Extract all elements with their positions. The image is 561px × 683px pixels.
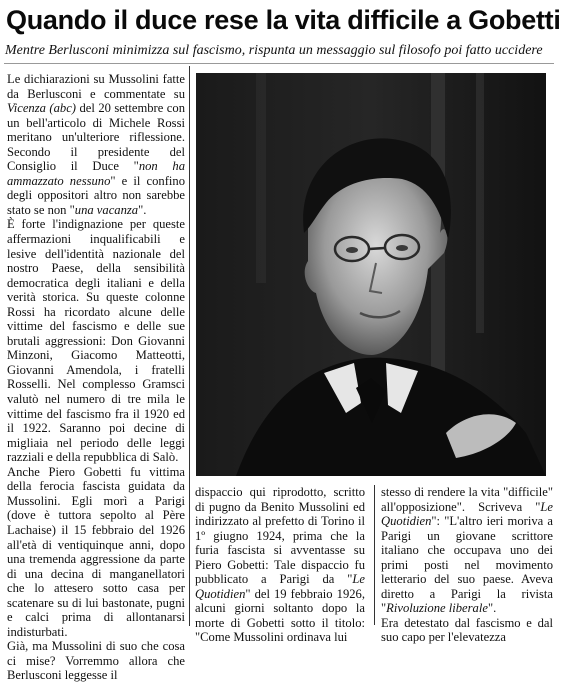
- paragraph-2: È forte l'indignazione per queste affermazioni inqualificabili e lesive dell'identità nazionale del nostro Paese, della sensibilità democratica degli italiani e della verità storica. Su queste colonne Rossi ha ricordato alcune delle vittime del fascismo e delle sue brutali aggressioni: Don Giovanni Minzoni, Giacomo Matteotti, Giovanni Amendola, i fratelli Rosselli. Nel complesso Gramsci valutò nel numero di tre mila le vittime del fascismo fra il 1920 ed il 1922. Saranno poi decine di migliaia nel periodo delle leggi razziali e della repubblica di Salò.: [7, 217, 185, 465]
- article-column-2: [195, 485, 365, 645]
- column-3-paragraph-2: Era detestato dal fascismo e dal suo capo per l'elevatezza: [381, 615, 553, 645]
- column-3-text: stesso di rendere la vita "difficile" all'opposizione". Scriveva "Le Quotidien": "L'altro ieri moriva a Parigi un giovane scrittore italiano che occupava uno dei primi posti nel movimento letterario del suo paese. Aveva diretto a Parigi la rivista "Rivoluzione liberale".: [381, 485, 553, 616]
- article-column-3: [381, 485, 553, 645]
- paragraph-4: Già, ma Mussolini di suo che cosa ci mise? Vorremmo allora che Berlusconi leggesse il: [7, 639, 185, 683]
- article-headline: Quando il duce rese la vita difficile a Gobetti: [6, 5, 561, 35]
- gobetti-portrait-photo: [196, 73, 546, 476]
- header-divider: [4, 63, 554, 64]
- paragraph-1: Le dichiarazioni su Mussolini fatte da Berlusconi e commentate su Vicenza (abc) del 20 settembre con un bell'articolo di Michele Rossi meritano un'ulteriore riflessione. Secondo il presidente del Consiglio il Duce "non ha ammazzato nessuno" e il confino degli oppositori altro non sarebbe stato se non "una vacanza".: [7, 72, 185, 217]
- column-divider: [189, 66, 190, 626]
- article-subheadline: Mentre Berlusconi minimizza sul fascismo, rispunta un messaggio sul filosofo poi fatto uccidere: [5, 43, 543, 58]
- column-2-text: dispaccio qui riprodotto, scritto di pugno da Benito Mussolini ed indirizzato al prefetto di Torino il 1º giugno 1924, prima che la furia fascista si avventasse su Piero Gobetti: Tale dispaccio fu pubblicato a Parigi da "Le Quotidien" del 19 febbraio 1926, alcuni giorni soltanto dopo la morte di Gobetti sotto il titolo: "Come Mussolini ordinava lui: [195, 485, 365, 645]
- column-divider-2: [374, 485, 375, 625]
- article-column-1: [7, 72, 185, 683]
- paragraph-3: Anche Piero Gobetti fu vittima della ferocia fascista guidata da Mussolini. Egli morì a Parigi (dove è tuttora sepolto al Père Lachaise) il 15 febbraio del 1926 all'età di ventiquinque anni, dopo una tremenda aggressione da parte di una decina di manganellatori che lo attesero sotto casa per scatenare su di lui bastonate, pugni e calci prima di allontanarsi indisturbati.: [7, 464, 185, 639]
